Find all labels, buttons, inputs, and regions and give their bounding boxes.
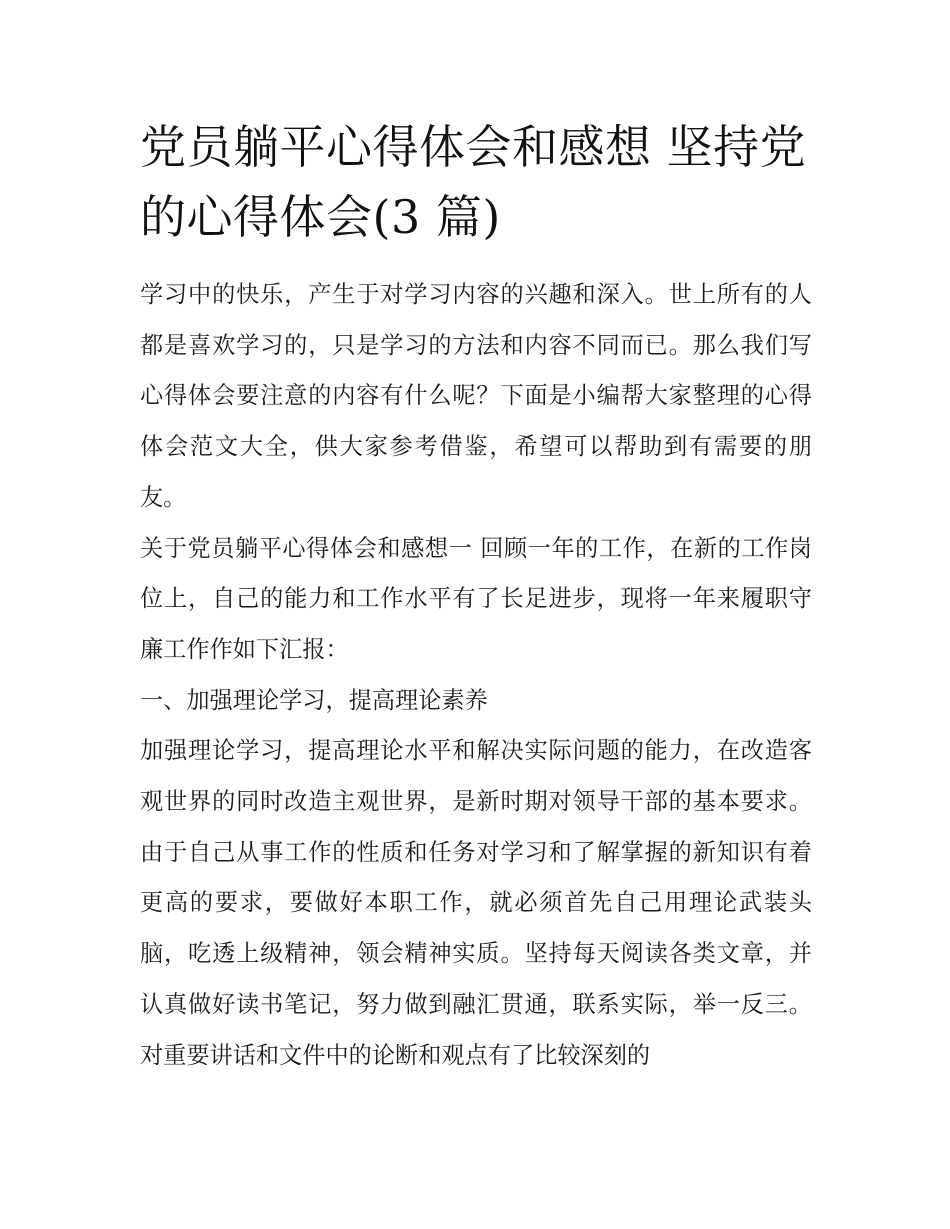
intro-paragraph: 学习中的快乐，产生于对学习内容的兴趣和深入。世上所有的人都是喜欢学习的，只是学习的方法和内容不同而已。那么我们写心得体会要注意的内容有什么呢？下面是小编帮大家整理的心得体会范文大全，供大家参考借鉴，希望可以帮助到有需要的朋友。 (140, 281, 812, 511)
body-paragraph: 加强理论学习，提高理论水平和解决实际问题的能力，在改造客观世界的同时改造主观世界，是新时期对领导干部的基本要求。由于自己从事工作的性质和任务对学习和了解掌握的新知识有着更高的要求，要做好本职工作，就必须首先自己用理论武装头脑，吃透上级精神，领会精神实质。坚持每天阅读各类文章，并认真做好读书笔记，努力做到融汇贯通，联系实际，举一反三。对重要讲话和文件中的论断和观点有了比较深刻的 (140, 737, 812, 1069)
document-page (140, 112, 812, 1081)
document-body (140, 270, 812, 1081)
section-heading: 一、加强理论学习，提高理论素养 (140, 686, 488, 714)
document-title: 党员躺平心得体会和感想 坚持党的心得体会(3 篇) (140, 120, 807, 244)
section-intro-paragraph: 关于党员躺平心得体会和感想一 回顾一年的工作，在新的工作岗位上，自己的能力和工作水平有了长足进步，现将一年来履职守廉工作作如下汇报： (140, 534, 812, 663)
